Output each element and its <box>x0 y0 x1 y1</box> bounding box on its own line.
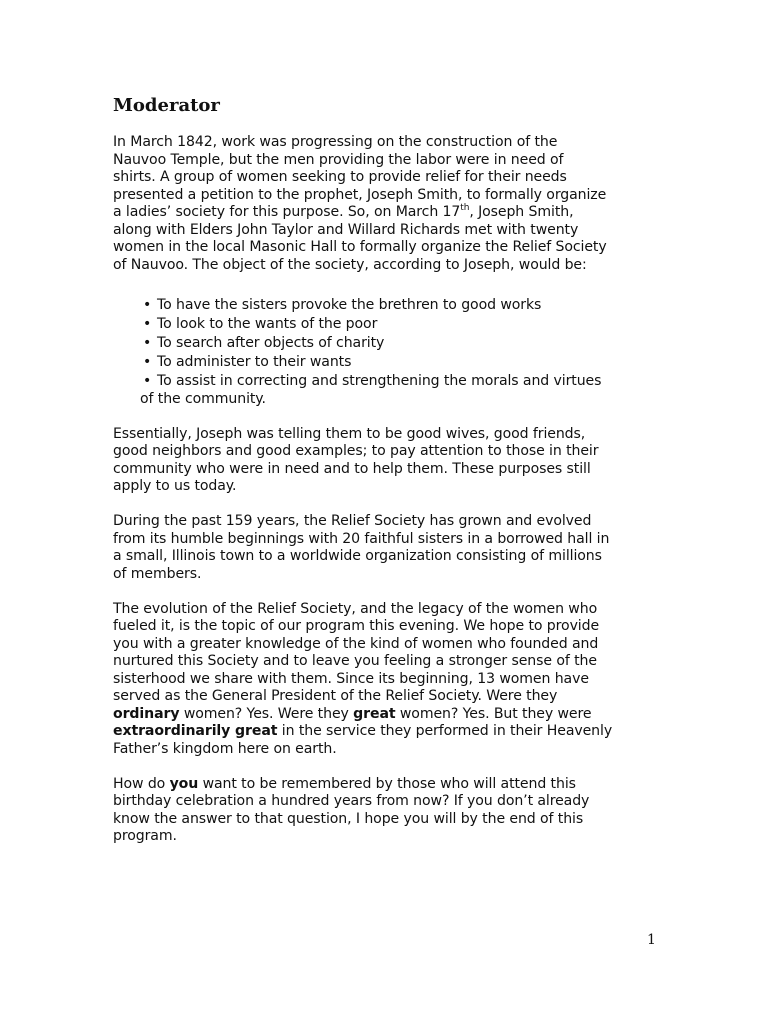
text-run: women? Yes. But they were <box>395 705 592 722</box>
paragraph-essentially <box>113 426 663 496</box>
text-line: The evolution of the Relief Society, and the legacy of the women who <box>113 600 598 617</box>
text-line: from its humble beginnings with 20 faithful sisters in a borrowed hall in <box>113 530 610 547</box>
document-heading: Moderator <box>113 95 220 116</box>
list-item-text: To administer to their wants <box>157 353 352 370</box>
bullet-icon: • <box>143 315 152 332</box>
text-line <box>113 723 663 741</box>
text-line: community who were in need and to help them. These purposes still <box>113 460 591 477</box>
text-line: you with a greater knowledge of the kind of women who founded and <box>113 635 599 652</box>
paragraph-closing <box>113 776 663 846</box>
text-line: women in the local Masonic Hall to formally organize the Relief Society <box>113 239 607 255</box>
list-item <box>113 315 663 334</box>
bold-text: ordinary <box>113 705 180 722</box>
superscript-ordinal: th <box>460 203 470 213</box>
list-item-text: To search after objects of charity <box>157 334 385 351</box>
list-item <box>113 296 663 315</box>
text-line: During the past 159 years, the Relief Society has grown and evolved <box>113 513 592 529</box>
text-line: Father’s kingdom here on earth. <box>113 740 337 757</box>
text-line: of Nauvoo. The object of the society, according to Joseph, would be: <box>113 256 587 273</box>
text-run: women? Yes. Were they <box>179 705 354 722</box>
list-item-text: To look to the wants of the poor <box>157 315 378 332</box>
text-line: good neighbors and good examples; to pay attention to those in their <box>113 443 599 459</box>
text-line: served as the General President of the Relief Society. Were they <box>113 688 558 704</box>
list-item <box>113 353 663 372</box>
page-number: 1 <box>647 932 656 948</box>
text-line: along with Elders John Taylor and Willard Richards met with twenty <box>113 221 579 238</box>
text-run: a ladies’ society for this purpose. So, on March 17 <box>113 204 461 220</box>
text-run: , Joseph Smith, <box>469 204 574 220</box>
list-item-text: To have the sisters provoke the brethren to good works <box>157 296 542 313</box>
text-run: in the service they performed in their Heavenly <box>277 723 613 739</box>
text-line: apply to us today. <box>113 478 237 494</box>
text-line: presented a petition to the prophet, Joseph Smith, to formally organize <box>113 186 607 203</box>
bullet-icon: • <box>143 372 152 389</box>
text-line: Nauvoo Temple, but the men providing the labor were in need of <box>113 151 564 168</box>
list-item-text: To assist in correcting and strengthening the morals and virtues <box>157 372 602 389</box>
objectives-bullet-list <box>113 292 663 409</box>
bullet-icon: • <box>143 353 152 370</box>
text-line <box>113 776 663 794</box>
text-line: birthday celebration a hundred years from now? If you don’t already <box>113 793 590 809</box>
text-run: How do <box>113 775 170 792</box>
text-line: In March 1842, work was progressing on the construction of the <box>113 134 558 150</box>
list-item-continuation: of the community. <box>140 390 266 407</box>
bold-text: extraordinarily great <box>113 723 278 739</box>
document-body <box>113 134 663 863</box>
text-line <box>113 204 663 222</box>
text-line: a small, Illinois town to a worldwide organization consisting of millions <box>113 548 602 564</box>
bullet-icon: • <box>143 296 152 313</box>
bold-text: great <box>353 705 396 722</box>
text-run: want to be remembered by those who will attend this <box>198 775 576 792</box>
text-line: program. <box>113 828 177 844</box>
paragraph-history <box>113 513 663 583</box>
text-line: Essentially, Joseph was telling them to be good wives, good friends, <box>113 425 586 442</box>
paragraph-intro <box>113 134 663 274</box>
bullet-icon: • <box>143 334 152 351</box>
text-line: nurtured this Society and to leave you feeling a stronger sense of the <box>113 653 597 669</box>
text-line <box>113 706 663 724</box>
text-line: shirts. A group of women seeking to provide relief for their needs <box>113 169 567 185</box>
list-item <box>113 372 663 391</box>
text-line: fueled it, is the topic of our program this evening. We hope to provide <box>113 618 600 634</box>
list-item <box>113 334 663 353</box>
text-line: sisterhood we share with them. Since its beginning, 13 women have <box>113 670 589 687</box>
text-line: of members. <box>113 565 202 582</box>
text-line: know the answer to that question, I hope you will by the end of this <box>113 810 584 827</box>
bold-text: you <box>169 775 199 792</box>
paragraph-evolution <box>113 601 663 759</box>
